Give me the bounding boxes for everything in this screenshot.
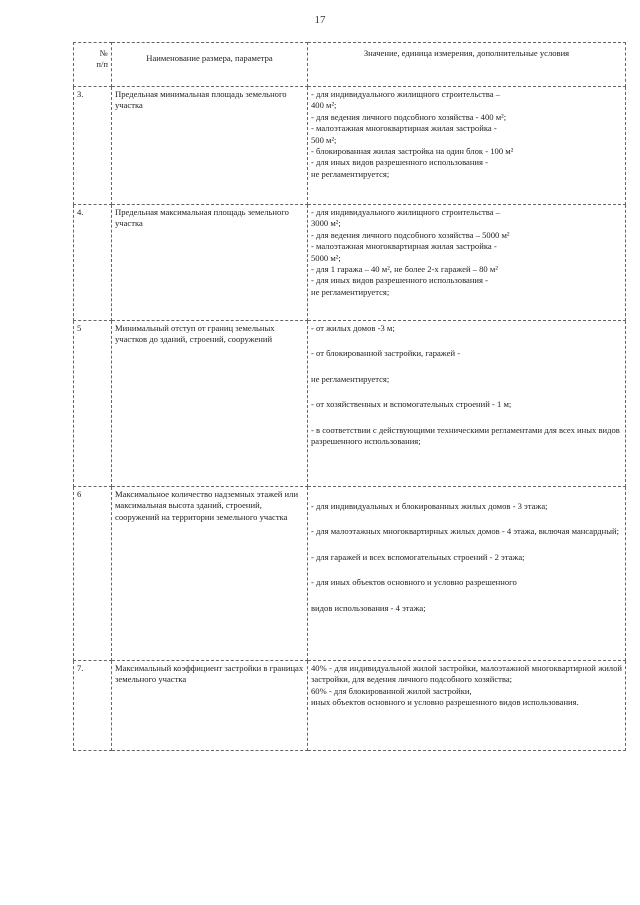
row-value xyxy=(308,205,626,321)
header-value: Значение, единица измерения, дополнительные условия xyxy=(308,43,626,87)
table-header-row xyxy=(74,43,626,87)
table-row xyxy=(74,487,626,661)
value-line: 500 м²; xyxy=(311,134,337,145)
value-line: 400 м²; xyxy=(311,100,337,111)
row-value xyxy=(308,661,626,751)
value-line: не регламентируется; xyxy=(311,286,390,297)
page-number: 17 xyxy=(314,14,326,26)
row-number: 6 xyxy=(74,487,112,661)
value-line: - для ведения личного подсобного хозяйства - 400 м²; xyxy=(311,111,507,122)
row-name: Предельная минимальная площадь земельного участка xyxy=(112,87,308,205)
value-line: - малоэтажная многоквартирная жилая застройка - xyxy=(311,241,497,252)
value-line: - для индивидуального жилищного строительства – xyxy=(311,89,501,99)
value-line: - для иных объектов основного и условно разрешенного xyxy=(311,577,517,588)
value-line: иных объектов основного и условно разрешенного видов использования. xyxy=(311,697,579,708)
header-number-line2: п/п xyxy=(96,59,108,70)
row-value xyxy=(308,321,626,487)
parameters-table xyxy=(73,42,626,751)
row-number: 3. xyxy=(74,87,112,205)
value-line: - блокированная жилая застройка на один блок - 100 м² xyxy=(311,146,514,157)
value-line: - в соответствии с действующими техническими регламентами для всех иных видов разрешенного использования; xyxy=(311,424,620,447)
row-number: 7. xyxy=(74,661,112,751)
row-value xyxy=(308,87,626,205)
value-line: - малоэтажная многоквартирная жилая застройка - xyxy=(311,123,497,134)
row-name: Минимальный отступ от границ земельных участков до зданий, строений, сооружений xyxy=(112,321,308,487)
row-name: Максимальное количество надземных этажей или максимальная высота зданий, строений, сооружений на территории земельного участка xyxy=(112,487,308,661)
value-line: - для индивидуального жилищного строительства – xyxy=(311,207,501,217)
table-row xyxy=(74,661,626,751)
value-line: - для 1 гаража – 40 м², не более 2-х гаражей – 80 м² xyxy=(311,264,498,275)
header-number xyxy=(74,43,112,87)
value-line: - от блокированной застройки, гаражей - xyxy=(311,348,461,359)
value-line: - для ведения личного подсобного хозяйства – 5000 м² xyxy=(311,229,510,240)
header-name: Наименование размера, параметра xyxy=(112,43,308,87)
value-line: видов использования - 4 этажа; xyxy=(311,602,426,613)
value-line: не регламентируется; xyxy=(311,373,390,384)
value-line: - для индивидуальных и блокированных жилых домов - 3 этажа; xyxy=(311,501,548,511)
table-row xyxy=(74,205,626,321)
value-line: 5000 м²; xyxy=(311,252,341,263)
header-number-line1: № xyxy=(99,48,108,58)
value-line: - для иных видов разрешенного использования - xyxy=(311,157,488,168)
row-name: Максимальный коэффициент застройки в границах земельного участка xyxy=(112,661,308,751)
value-line: - для иных видов разрешенного использования - xyxy=(311,275,488,286)
value-line: - от жилых домов -3 м; xyxy=(311,323,395,333)
value-line: - для малоэтажных многоквартирных жилых домов - 4 этажа, включая мансардный; xyxy=(311,526,620,537)
row-number: 4. xyxy=(74,205,112,321)
value-line: - для гаражей и всех вспомогательных строений - 2 этажа; xyxy=(311,551,525,562)
row-name: Предельная максимальная площадь земельного участка xyxy=(112,205,308,321)
table-row xyxy=(74,321,626,487)
row-value xyxy=(308,487,626,661)
value-line: 3000 м²; xyxy=(311,218,341,229)
row-number: 5 xyxy=(74,321,112,487)
value-line: не регламентируется; xyxy=(311,168,390,179)
value-line: 60% - для блокированной жилой застройки, xyxy=(311,685,472,696)
value-line: - от хозяйственных и вспомогательных строений - 1 м; xyxy=(311,399,512,410)
table-row xyxy=(74,87,626,205)
value-line: 40% - для индивидуальной жилой застройки, малоэтажной многоквартирной жилой застройки, для ведения личного подсобного хозяйства; xyxy=(311,663,622,685)
